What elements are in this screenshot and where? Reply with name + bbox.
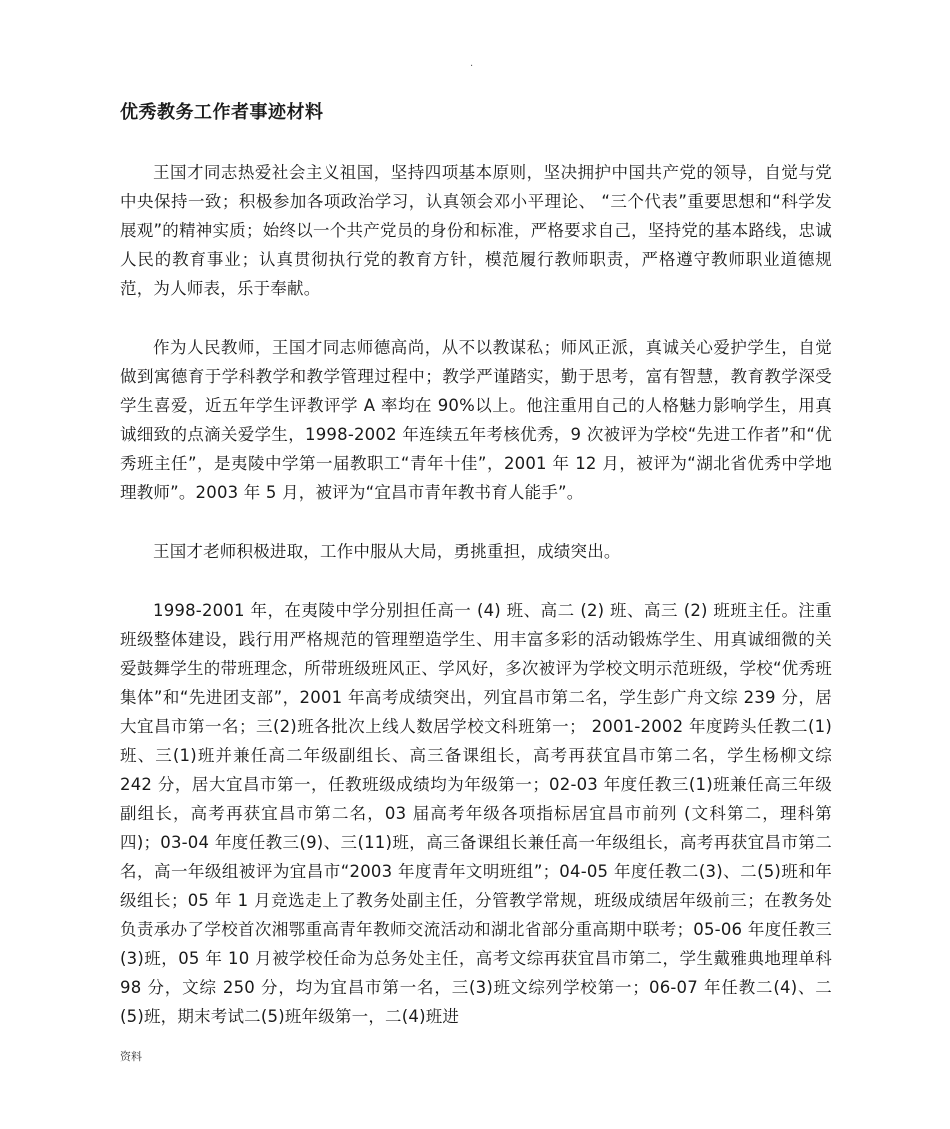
paragraph-teacher-ethics: 作为人民教师，王国才同志师德高尚，从不以教谋私；师风正派，真诚关心爱护学生，自觉做到寓德育于学科教学和教学管理过程中；教学严谨踏实，勤于思考，富有智慧，教育教学深受学生喜爱，近五年学生评教评学 A 率均在 90%以上。他注重用自己的人格魅力影响学生，用真诚细致的点滴关爱学生，1998-2002 年连续五年考核优秀，9 次被评为学校“先进工作者”和“优秀班主任”，是夷陵中学第一届教职工“青年十佳”，2001 年 12 月，被评为“湖北省优秀中学地理教师”。2003 年 5 月，被评为“宜昌市青年教书育人能手”。 (120, 338, 832, 502)
header-mark: . (470, 58, 474, 69)
document-body (120, 158, 832, 1026)
paragraph-career-history: 1998-2001 年，在夷陵中学分别担任高一 (4) 班、高二 (2) 班、高三 (2) 班班主任。注重班级整体建设，践行用严格规范的管理塑造学生、用丰富多彩的活动锻炼学生、用真诚细微的关爱鼓舞学生的带班理念，所带班级班风正、学风好，多次被评为学校文明示范班级，学校“优秀班集体”和“先进团支部”，2001 年高考成绩突出，列宜昌市第二名，学生彭广舟文综 239 分，居大宜昌市第一名；三(2)班各批次上线人数居学校文科班第一； 2001-2002 年度跨头任教二(1)班、三(1)班并兼任高二年级副组长、高三备课组长，高考再获宜昌市第二名，学生杨柳文综 242 分，居大宜昌市第一，任教班级成绩均为年级第一；02-03 年度任教三(1)班兼任高三年级副组长，高考再获宜昌市第二名，03 届高考年级各项指标居宜昌市前列 (文科第二，理科第四)；03-04 年度任教三(9)、三(11)班，高三备课组长兼任高一年级组长，高考再获宜昌市第二名，高一年级组被评为宜昌市“2003 年度青年文明班组”；04-05 年度任教二(3)、二(5)班和年级组长；05 年 1 月竞选走上了教务处副主任，分管教学常规，班级成绩居年级前三；在教务处负责承办了学校首次湘鄂重高青年教师交流活动和湖北省部分重高期中联考；05-06 年度任教三(3)班，05 年 10 月被学校任命为总务处主任，高考文综再获宜昌市第二，学生戴雅典地理单科 98 分，文综 250 分，均为宜昌市第一名，三(3)班文综列学校第一；06-07 年任教二(4)、二(5)班，期末考试二(5)班年级第一，二(4)班进 (120, 601, 832, 1026)
paragraph-summary: 王国才老师积极进取，工作中服从大局，勇挑重担，成绩突出。 (153, 542, 621, 561)
page-title: 优秀教务工作者事迹材料 (120, 102, 324, 123)
paragraph-political: 王国才同志热爱社会主义祖国，坚持四项基本原则，坚决拥护中国共产党的领导，自觉与党中央保持一致；积极参加各项政治学习，认真领会邓小平理论、 “三个代表”重要思想和“科学发展观”的精神实质；始终以一个共产党员的身份和标准，严格要求自己，坚持党的基本路线，忠诚人民的教育事业；认真贯彻执行党的教育方针，模范履行教师职责，严格遵守教师职业道德规范，为人师表，乐于奉献。 (120, 163, 832, 298)
footer-label: 资料 (120, 1050, 142, 1063)
